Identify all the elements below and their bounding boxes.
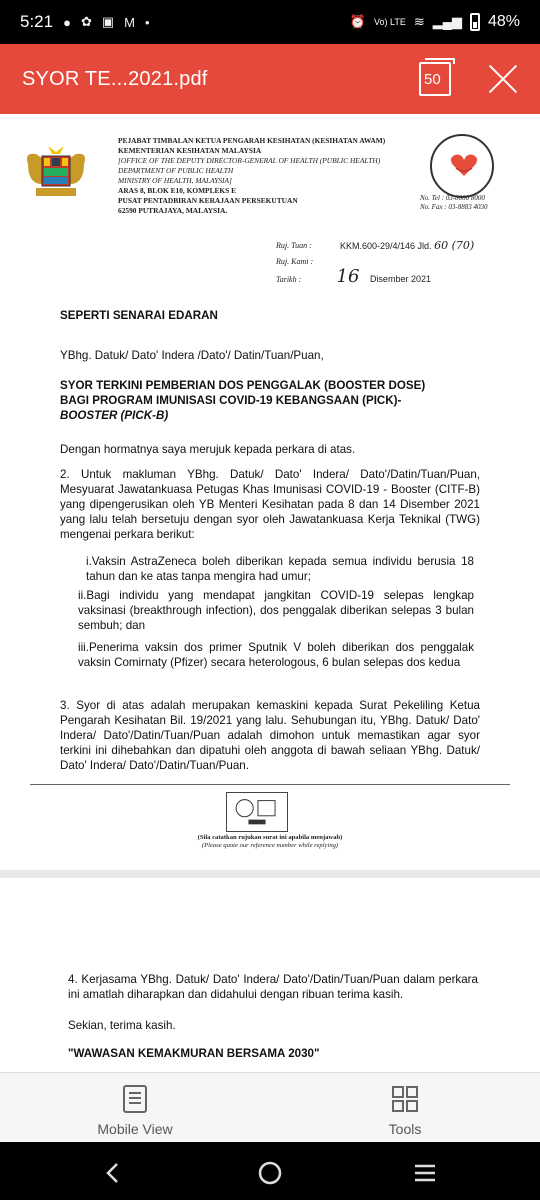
tarikh-handwritten: 16 [336, 266, 360, 287]
list-item-3: iii.Penerima vaksin dos primer Sputnik V boleh diberikan dos penggalak vaksin Comirnaty (Pfizer) secara heterologous, 6 bulan selepas dos kedua [78, 641, 474, 669]
mobile-view-icon [122, 1085, 148, 1113]
footer-note-ms: (Sila catatkan rujukan surat ini apabila menjawab) [197, 834, 343, 841]
footer-note-en: (Please quote our reference number while replying) [201, 842, 339, 849]
signal-icon: ▂▄▆ [432, 14, 462, 29]
letterhead [118, 136, 385, 216]
shopping-icon: ▣ [101, 14, 115, 29]
paragraph-3: 3. Syor di atas adalah merupakan kemaskini kepada Surat Pekeliling Ketua Pengarah Kesihatan Bil. 19/2021 yang lalu. Sehubungan itu, YBhg. Datuk/ Dato' Indera/ Dato'/Datin/Tuan/Puan adalah dimohon untuk memastikan agar syor terkini ini dihebahkan dan dipatuhi oleh anggota di bawah seliaan YBhg. Datuk/ Dato' Indera/ Dato'/Datin/Tuan/Puan. [60, 699, 480, 772]
paragraph-4: 4. Kerjasama YBhg. Datuk/ Dato' Indera/ Dato'/Datin/Tuan/Puan dalam perkara ini amatlah diharapkan dan didahului dengan ribuan terima kasih. [68, 973, 478, 1001]
footer-note [0, 834, 540, 850]
navigation-bar [0, 1142, 540, 1200]
back-icon[interactable] [100, 1160, 126, 1186]
wifi-icon: ≋ [413, 14, 425, 29]
letterhead-line: KEMENTERIAN KESIHATAN MALAYSIA [118, 146, 262, 155]
tarikh-value: Disember 2021 [369, 274, 431, 284]
ref-tuan-label: Ruj. Tuan : [276, 241, 312, 250]
bottom-toolbar [0, 1072, 540, 1142]
letterhead-line: MINISTRY OF HEALTH, MALAYSIA] [118, 176, 232, 185]
document-title: SYOR TE...2021.pdf [22, 67, 208, 90]
subject-line-3: BOOSTER (PICK-B) [60, 409, 169, 422]
chat-icon: ● [63, 14, 71, 30]
closing-line: Sekian, terima kasih. [68, 1019, 176, 1032]
ref-kami-value: KKM.600-29/4/146 Jld. [340, 241, 432, 251]
fax-number: No. Fax : 03-8883 4030 [420, 203, 488, 211]
tools-grid-icon [392, 1085, 418, 1113]
certification-logo [226, 792, 288, 832]
tools-button[interactable] [325, 1081, 485, 1137]
paragraph-2: 2. Untuk makluman YBhg. Datuk/ Dato' Indera/ Dato'/Datin/Tuan/Puan, Mesyuarat Jawatankuasa Petugas Khas Imunisasi COVID-19 - Booster (CITF-B) yang dipengerusikan oleh YB Menteri Kesihatan pada 8 dan 14 Disember 2021 yang lalu telah bersetuju dengan syor oleh Jawatankuasa Kerja Teknikal (TWG) mengenai perkara berikut: [60, 468, 480, 541]
opening-line: Dengan hormatnya saya merujuk kepada perkara di atas. [60, 443, 356, 456]
letterhead-line: 62590 PUTRAJAYA, MALAYSIA. [118, 206, 228, 215]
letterhead-line: DEPARTMENT OF PUBLIC HEALTH [118, 166, 234, 175]
pdf-page-1[interactable] [0, 114, 540, 870]
letterhead-line: [OFFICE OF THE DEPUTY DIRECTOR-GENERAL OF HEALTH (PUBLIC HEALTH) [118, 156, 381, 165]
ref-kami-handwritten: 60 (70) [434, 239, 475, 252]
battery-icon [470, 13, 480, 31]
letterhead-line: ARAS 8, BLOK E10, KOMPLEKS E [118, 186, 237, 195]
recipient: SEPERTI SENARAI EDARAN [60, 309, 218, 322]
tarikh-label: Tarikh : [276, 275, 302, 284]
salutation: YBhg. Datuk/ Dato' Indera /Dato'/ Datin/Tuan/Puan, [60, 349, 324, 362]
status-time: 5:21 [20, 12, 54, 31]
list-item-1: i.Vaksin AstraZeneca boleh diberikan kepada semua individu berusia 18 tahun dan ke atas tanpa mengira had umur; [86, 555, 474, 583]
battery-percent: 48% [487, 13, 520, 30]
page-count-label: 50 [424, 71, 441, 88]
close-icon[interactable] [486, 62, 520, 96]
recent-apps-icon[interactable] [412, 1160, 438, 1186]
subject [60, 378, 480, 423]
footer-divider [30, 784, 510, 785]
dot-icon: • [145, 14, 150, 30]
ref-kami-label: Ruj. Kami : [276, 257, 314, 266]
app-bar [0, 44, 540, 114]
subject-line-2: BAGI PROGRAM IMUNISASI COVID-19 KEBANGSAAN (PICK)- [60, 394, 402, 407]
status-bar [0, 0, 540, 44]
page-count-button[interactable] [419, 62, 451, 96]
reference-block [276, 238, 474, 287]
subject-line-1: SYOR TERKINI PEMBERIAN DOS PENGGALAK (BOOSTER DOSE) [60, 379, 426, 392]
home-icon[interactable] [257, 1160, 283, 1186]
tools-label: Tools [388, 1121, 422, 1137]
pdf-page-2[interactable] [0, 878, 540, 1072]
mobile-view-label: Mobile View [97, 1121, 173, 1137]
health-seal-logo [430, 134, 494, 198]
list-item-2: ii.Bagi individu yang mendapat jangkitan COVID-19 selepas lengkap vaksinasi (breakthrough infection), dos penggalak diberikan selepas 3 bulan sembuh; dan [78, 589, 474, 632]
network-label: Vo) LTE [373, 16, 406, 27]
letterhead-line: PEJABAT TIMBALAN KETUA PENGARAH KESIHATAN (KESIHATAN AWAM) [118, 136, 386, 145]
alarm-icon: ⏰ [349, 14, 366, 29]
malaysia-crest-logo [22, 144, 90, 202]
letterhead-line: PUSAT PENTADBIRAN KERAJAAN PERSEKUTUAN [118, 196, 298, 205]
mail-icon: M [124, 14, 135, 30]
tel-number: No. Tel : 03-8000 8000 [420, 194, 485, 202]
app-icon: ✿ [80, 14, 92, 29]
mobile-view-button[interactable] [55, 1081, 215, 1137]
motto: "WAWASAN KEMAKMURAN BERSAMA 2030" [68, 1047, 320, 1060]
